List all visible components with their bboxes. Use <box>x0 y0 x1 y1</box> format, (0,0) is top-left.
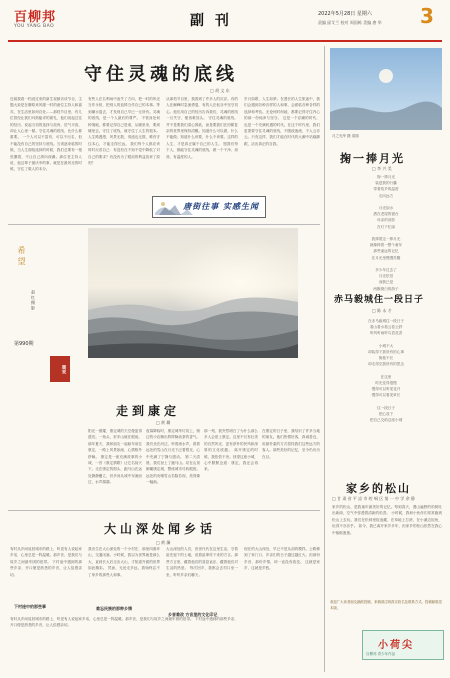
article-body-mountain-continued: 有时从乡间返回城市的路上，听见有人说起家乡话，心里总是一阵温暖。那乡音，是我们与故乡之间最牢固的纽带。 下村途中遇到的那些乡亲，开口便是熟悉的乡音，让人倍感亲切。 <box>10 617 238 628</box>
poem-horse: 在赤马毅城住一段日子 看山看水看云卷云舒 听风听雨听鸟语花香 小城不大 却装得下我所有的心事 街巷不长 却走得完我所有的思念 在这里 时光变得很慢 慢得可以听见花开 慢得可以看见草长 住一段日子 把心放下 把自己交给这座小城 <box>368 319 404 423</box>
moon-photo <box>330 48 442 130</box>
article-byline-guard: □ 胡 文 东 <box>210 88 230 93</box>
article-title-kangding: 走到康定 <box>116 404 181 418</box>
article-subhead-mountain-2: 难忘民族的那种乡情 <box>96 606 132 611</box>
article-body-guard-col2: 有些人在名利场中迷失了方向，把一时的风光当作永恒，把别人的追捧当作自己的本事。等到潮水退去，才发现自己早已一无所有。灵魂的底线，是一个人最后的尊严。 不管身处何种境地，都要记得自己是谁，从哪里来，要到哪里去。守住了底线，就守住了人生的根本。人生路漫漫，风景无数，诱惑也无数，唯有守住本心，才能走得长远。 我们每个人都应该时时反省自己：有没有在不知不觉中降低了对自己的要求？有没有为了眼前的利益放弃了原则？ <box>88 97 160 166</box>
supplement-tag: 周末 <box>50 356 70 382</box>
article-body-mountain-col3: 大山深处的人们，世世代代在这里生活，守着祖先留下的土地，说着祖辈传下来的方言。那些方言里，藏着他们的喜怒哀乐，藏着他们对生活的热爱。 每次回乡，我都会去村口坐一坐，听听乡亲们聊天。 <box>166 547 238 577</box>
article-title-pine: 家乡的松山 <box>346 482 411 495</box>
section-rule <box>8 224 320 225</box>
article-byline-mountain: □ 黄 澜 <box>156 540 171 545</box>
issue-date: 2022年5月28日 星期六 <box>318 11 372 17</box>
page-number: 3 <box>420 4 434 28</box>
column-divider <box>324 46 325 672</box>
article-body-kangding-col2: 夜幕降临时，康定城华灯初上，街边的小店飘出阵阵酥油茶的香气。我们坐在河边，听着流水声，看着远处的雪山在月光下泛着银光，心中充满了宁静与感动。 第二天清晨，我们登上了跑马山。站在山顶俯瞰康定城，整座城市尽收眼底。远处的贡嘎雪山若隐若现，美得像一幅画。 <box>146 429 200 485</box>
editor-credits: 责编 邱艾兰 校对 周国栋 美编 唐 华 <box>318 20 382 25</box>
column-banner <box>152 196 266 218</box>
moon-photo-caption: 月之光华 摄 清瑞 <box>332 134 359 138</box>
article-byline-horse: □ 陈 永 才 <box>372 308 392 313</box>
newspaper-logo-subtitle: YOU YANG BAO <box>14 24 55 29</box>
landscape-photo <box>88 228 298 358</box>
article-body-mountain-col4: 现在的大山深处，早已不是从前的模样。公路修到了家门口，乡亲们的日子越过越红火。但那份乡音、那份乡情，却一直没有改变。 这就是家乡，这就是乡愁。 <box>244 547 320 571</box>
column-logo-title: 小荷尖 <box>378 640 414 651</box>
poem-moon: 掬一捧月光 装进我的行囊 带着故乡的温度 走向远方 月光如水 洒在老屋的窗台 母亲的身影 在灯下忙碌 我捧着这一捧月光 就像捧着一整个童年 那些遥远的记忆 在月光里慢慢苏醒 多少年过去了 月光依旧 而我已是 两鬓斑白的游子 <box>369 175 403 291</box>
article-body-kangding-col4: 在康定的日子里，我结识了许多当地的朋友。他们热情好客，真诚善良，用最朴素的方式招待我们这些远方的客人。那些美好的记忆，至今仍历历在目。 <box>262 429 320 459</box>
column-logo-subtitle: 百柳邦 青少年作品 <box>366 652 396 656</box>
article-title-moon: 掬一捧月光 <box>340 152 405 165</box>
supplement-issue: 第990期 <box>14 341 34 347</box>
article-body-mountain-col2: 我出生在大山深处的一个小村庄，那里四面环山，交通闭塞。小时候，我以为世界就是那么大，直到长大后走出大山，才知道外面的世界如此精彩。 然而，无论走多远，我始终忘不了家乡的那些人和事。 <box>88 547 160 577</box>
article-subhead-mountain-1: 下村途中的那些事 <box>14 604 46 609</box>
article-byline-kangding: □ 黄 璐 <box>156 420 171 425</box>
article-byline-moon: □ 李 兴 美 <box>372 166 392 171</box>
article-byline-pine: □ 甘 肃 省 平 凉 市 崆 峒 区 第 一 中 学 余 静 <box>332 496 415 501</box>
submission-note: 欢迎广大读者朋友踊跃投稿，来稿请注明真实姓名及联系方式。投稿邮箱见本版。 <box>330 600 442 610</box>
article-body-pine: 家乡的松山，是我童年最美好的记忆。每到春天，漫山遍野的松树吐出新绿，空气中弥漫着清新的松香。 小时候，我和小伙伴们常常跑到松山上去玩。我们在松林里捉迷藏，在草地上打滚，在小溪边捉鱼，玩得不亦乐乎。 如今，我已离开家乡多年，但家乡的松山依然在我心中郁郁葱葱。 <box>332 505 442 535</box>
article-body-kangding-col3: 那一刻，我突然明白了为什么那么多人会爱上康定。这里不仅有壮美的自然风光，更有淳朴的民风和深厚的文化底蕴。 离开康定的时候，我依依不舍。回望这座小城，心中默默念道：康定，我还会再来。 <box>204 429 258 472</box>
supplement-title: 希望 <box>17 246 26 268</box>
section-rule <box>8 510 320 511</box>
article-subhead-mountain-3: 乡音难改 方言里的文化印记 <box>168 612 218 617</box>
article-title-horse: 赤马毅城住一段日子 <box>334 295 425 305</box>
article-title-mountain: 大山深处闻乡话 <box>104 522 217 536</box>
section-title: 副 刊 <box>190 13 232 29</box>
masthead <box>0 0 450 44</box>
newspaper-logo: 百柳邦 <box>14 10 57 25</box>
article-body-mountain-col1: 有时从乡间返回城市的路上，听见有人说起家乡话，心里总是一阵温暖。那乡音，是我们与故乡之间最牢固的纽带。 下村途中遇到的那些乡亲，开口便是熟悉的乡音，让人倍感亲切。 <box>10 547 82 577</box>
banner-title: 唐街往事 实感生闻 <box>183 201 259 211</box>
article-body-kangding-col1: 阳光一照耀，康定城的天空便蓝得透亮。一抬头，折多山就在眼前。那年夏天，我和朋友一起驱车前往康定，一路上风景如画，心情格外舒畅。 康定是一座充满故事的小城，一首《康定情歌》让它名扬天下。走在康定的街头，跑马山在远处静静矗立，折多河从城中穿流而过，水声潺潺。 <box>88 429 142 485</box>
article-body-guard-col3: 从那档节目里，我看到了许多人的沉浮。有的人在巅峰时急流勇退，有的人在低谷中坚守初心。他们用自己的经历告诉我们，灵魂的底线一旦失守，便再难回头。 守住灵魂的底线，并不是要我们清心寡欲，而是要我们在纷繁复杂的世界里保持清醒。知道什么可以做，什么不能做；知道什么该要，什么不该要。这样的人生，才是真正属于自己的人生。 愿我们每个人，都能守住灵魂的底线，做一个干净、坦荡、有温度的人。 <box>166 97 238 159</box>
masthead-rule <box>8 40 442 42</box>
article-body-guard-col1: 近闻我看一档说过来的新生视频访谈节目，主题大致是在聊原来风靡一时的诸位主持人和嘉宾，在生活里如何自处……那档节目里，有几位曾经让我们耳熟能详的面孔，他们说起过往的经历，说起当初的选择与放弃，语气平淡，却让人心里一紧。守住灵魂的底线，比什么都重要。 一个人可以不富有，可以不出名，但不能没有自己的坚持与底线。当诱惑来临的时候，当人生面临选择的时候，我们总要有一根弦绷着，不让自己滑向深渊。那位老主持人说，他这辈子最庆幸的事，就是在最风光的时候，守住了做人的本分。 <box>10 97 82 172</box>
article-title-guard: 守住灵魂的底线 <box>84 64 238 85</box>
article-body-guard-col4: 岁月如歌，人生如梦。在漫长的人生旅途中，我们会遇到各种各样的人和事，会面临各种各样的选择和考验。无论何时何地，都要记得守住内心的那一份纯净与坚守。 这是一个浮躁的时代，也是一个充满机遇的时代。在这个时代里，我们更需要守住灵魂的底线，不随波逐流，不人云亦云。只有这样，我们才能在时代的大潮中站稳脚跟，活出真正的自我。 <box>244 97 320 146</box>
supplement-photographer: 赵 红 摄 影 <box>31 290 36 310</box>
